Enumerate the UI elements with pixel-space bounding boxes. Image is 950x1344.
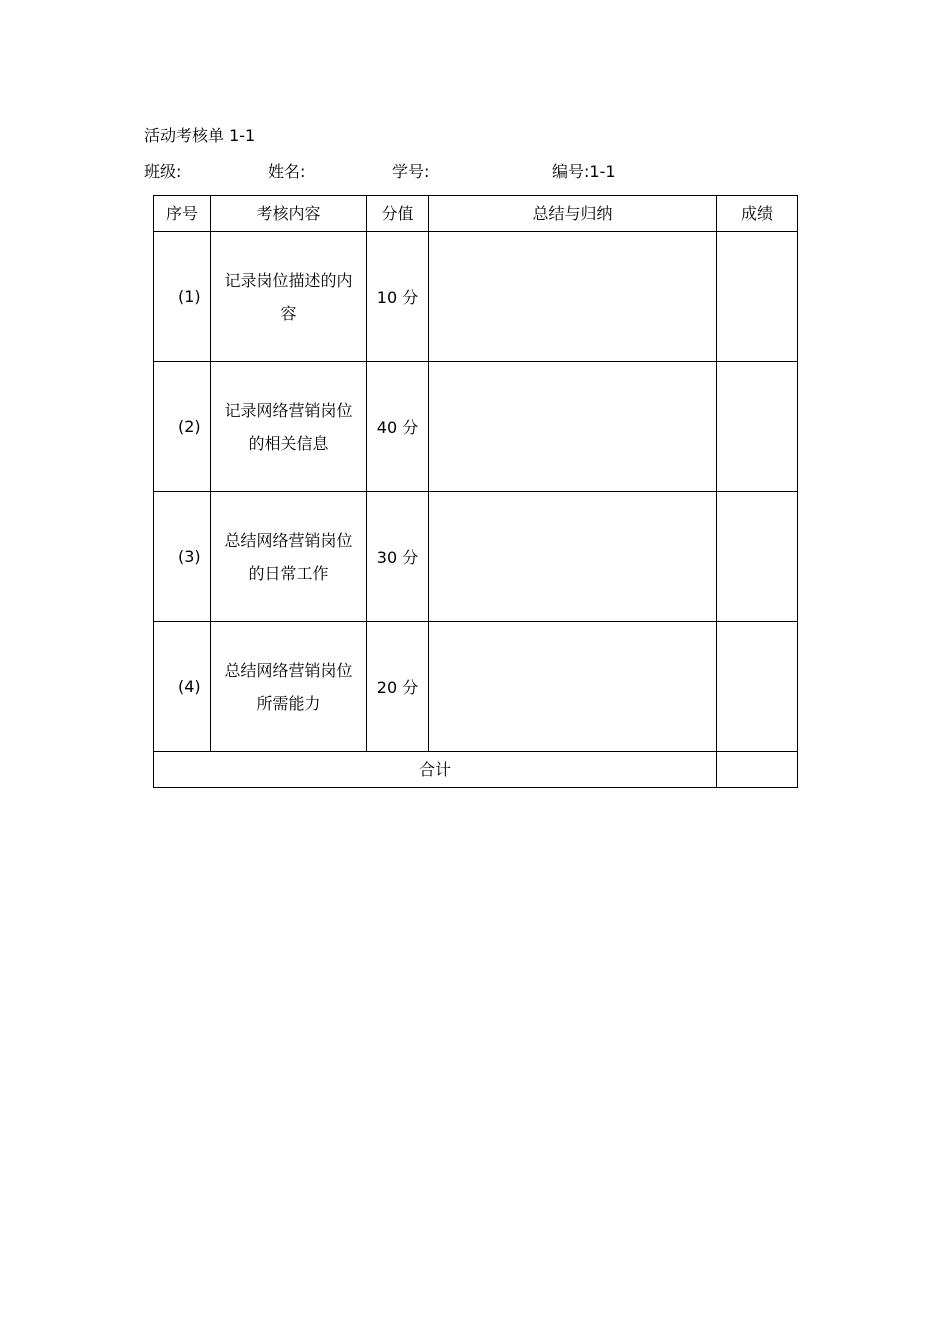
row-grade-cell[interactable] <box>717 622 798 752</box>
row-seq: (1) <box>178 287 201 306</box>
table-row <box>154 362 798 492</box>
header-score: 分值 <box>367 196 429 232</box>
assessment-table <box>153 195 798 788</box>
header-grade: 成绩 <box>717 196 798 232</box>
row-seq: (3) <box>178 547 201 566</box>
row-grade-cell[interactable] <box>717 492 798 622</box>
name-field-label: 姓名: <box>268 162 306 181</box>
row-seq: (4) <box>178 677 201 696</box>
row-score: 20 分 <box>367 622 429 752</box>
document-title: 活动考核单 1-1 <box>144 126 256 145</box>
row-summary-cell[interactable] <box>429 492 717 622</box>
table-row <box>154 232 798 362</box>
row-score: 30 分 <box>367 492 429 622</box>
class-field-label: 班级: <box>144 162 182 181</box>
table-row <box>154 492 798 622</box>
row-summary-cell[interactable] <box>429 232 717 362</box>
total-grade-cell[interactable] <box>717 752 798 788</box>
table-total-row <box>154 752 798 788</box>
row-seq-cell <box>154 362 211 492</box>
header-content: 考核内容 <box>211 196 367 232</box>
row-seq-cell <box>154 622 211 752</box>
row-summary-cell[interactable] <box>429 362 717 492</box>
row-content: 总结网络营销岗位的日常工作 <box>211 492 367 622</box>
row-content: 记录岗位描述的内容 <box>211 232 367 362</box>
total-label: 合计 <box>154 752 717 788</box>
row-grade-cell[interactable] <box>717 362 798 492</box>
sheet-number-label: 编号:1-1 <box>552 162 616 181</box>
row-content: 总结网络营销岗位所需能力 <box>211 622 367 752</box>
row-seq-cell <box>154 232 211 362</box>
table-header-row <box>154 196 798 232</box>
row-seq: (2) <box>178 417 201 436</box>
row-seq-cell <box>154 492 211 622</box>
header-summary: 总结与归纳 <box>429 196 717 232</box>
row-score: 10 分 <box>367 232 429 362</box>
student-id-field-label: 学号: <box>392 162 430 181</box>
table-row <box>154 622 798 752</box>
row-content: 记录网络营销岗位的相关信息 <box>211 362 367 492</box>
header-seq: 序号 <box>154 196 211 232</box>
row-score: 40 分 <box>367 362 429 492</box>
row-summary-cell[interactable] <box>429 622 717 752</box>
row-grade-cell[interactable] <box>717 232 798 362</box>
